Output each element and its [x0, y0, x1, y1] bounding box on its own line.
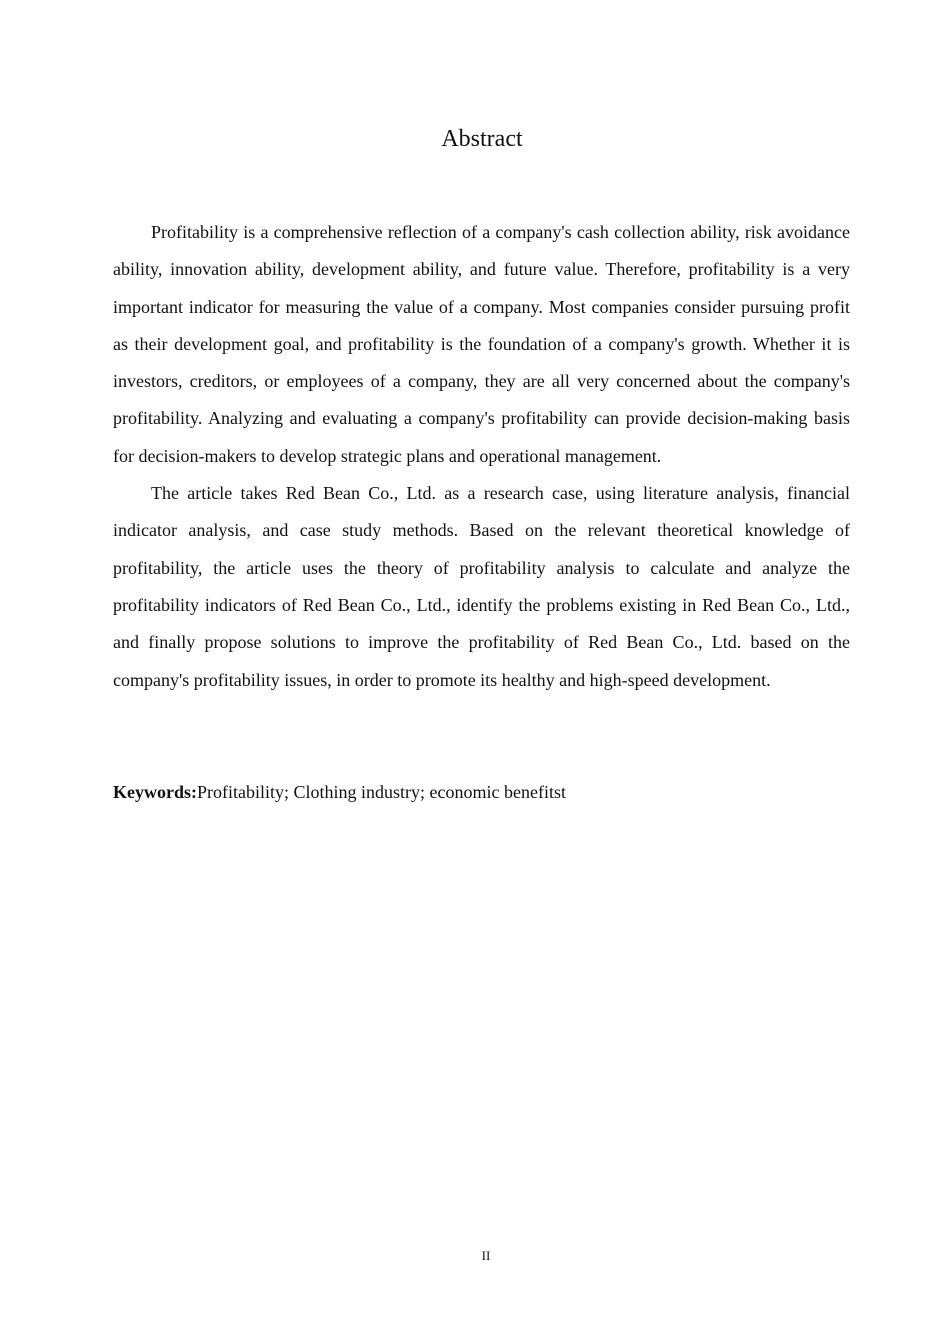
page-number: II	[481, 1248, 491, 1263]
abstract-paragraph-2: The article takes Red Bean Co., Ltd. as a research case, using literature analysis, financial indicator analysis, and case study methods. Based on the relevant theoretical knowledge of profitability, the article uses the theory of profitability analysis to calculate and analyze the profitability indicators of Red Bean Co., Ltd., identify the problems existing in Red Bean Co., Ltd., and finally propose solutions to improve the profitability of Red Bean Co., Ltd. based on the company's profitability issues, in order to promote its healthy and high-speed development.	[113, 483, 850, 690]
abstract-body	[113, 214, 850, 699]
abstract-paragraph-1: Profitability is a comprehensive reflection of a company's cash collection ability, risk avoidance ability, innovation ability, development ability, and future value. Therefore, profitability is a very important indicator for measuring the value of a company. Most companies consider pursuing profit as their development goal, and profitability is the foundation of a company's growth. Whether it is investors, creditors, or employees of a company, they are all very concerned about the company's profitability. Analyzing and evaluating a company's profitability can provide decision-making basis for decision-makers to develop strategic plans and operational management.	[113, 222, 850, 466]
keywords-text: Profitability; Clothing industry; economic benefitst	[197, 782, 566, 802]
keywords-line	[113, 774, 850, 811]
abstract-title: Abstract	[441, 126, 523, 152]
keywords-label: Keywords:	[113, 782, 197, 802]
